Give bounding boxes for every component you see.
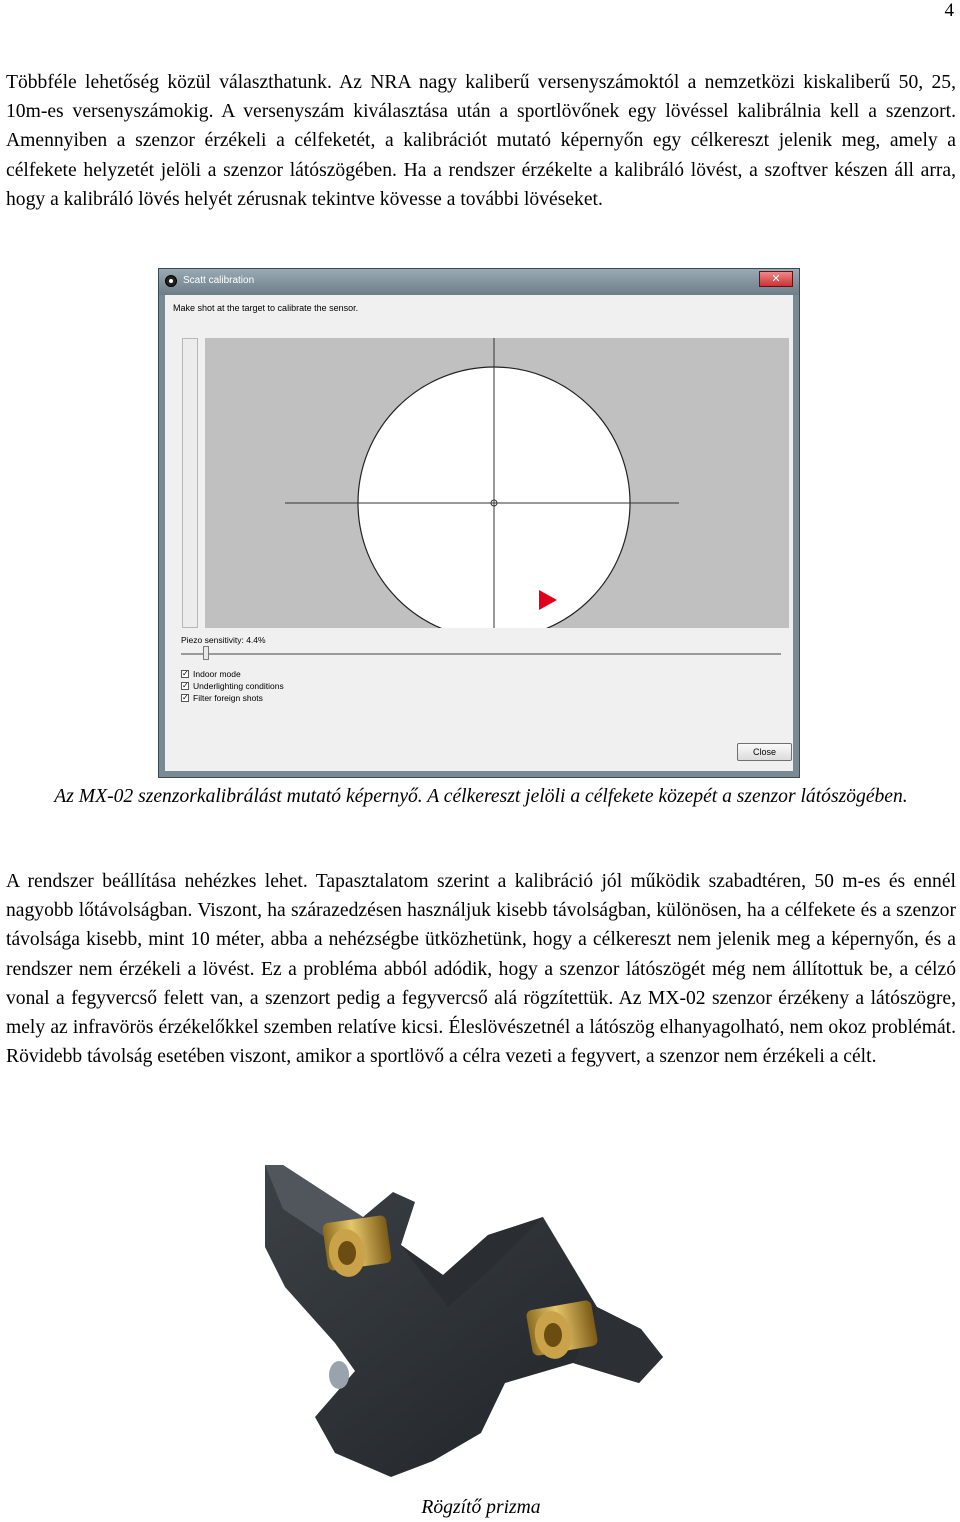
silver-screw (329, 1361, 349, 1389)
calibration-instruction: Make shot at the target to calibrate the sensor. (173, 303, 359, 313)
signal-level-bar (182, 338, 198, 628)
screenshot-caption: Az MX-02 szenzorkalibrálást mutató képernyő. A célkereszt jelöli a célfekete közepét a szenzor látószögében. (54, 786, 908, 807)
checkbox-filter-foreign-shots[interactable] (181, 693, 263, 703)
piezo-slider-thumb[interactable] (203, 646, 209, 660)
checkbox-check-icon[interactable]: ✓ (182, 693, 189, 702)
checkbox-check-icon[interactable]: ✓ (182, 681, 189, 690)
page-number: 4 (944, 0, 954, 21)
app-icon (165, 275, 177, 287)
close-button[interactable]: Close (737, 743, 792, 761)
calibration-dialog-screenshot (158, 268, 800, 778)
window-close-button[interactable]: ✕ (759, 271, 793, 287)
target-svg (205, 338, 789, 628)
photo-caption: Rögzítő prizma (421, 1497, 541, 1518)
checkbox-label: Filter foreign shots (193, 693, 263, 703)
dialog-titlebar (159, 269, 799, 295)
checkbox-underlighting[interactable] (181, 681, 284, 691)
paragraph-setup: A rendszer beállítása nehézkes lehet. Tapasztalatom szerint a kalibráció jól működik szabadtéren, 50 m-es és ennél nagyobb lőtávolságban. Viszont, ha szárazedzésen használjuk kisebb távolságban, különösen, ha a célfekete és a szenzor távolsága kisebb, mint 10 méter, abba a nehézségbe ütközhetünk, hogy a célkereszt nem jelenik meg a képernyőn, és a rendszer nem érzékeli a lövést. Ez a probléma abból adódik, hogy a szenzor látószögét még nem állítottuk be, a célzó vonal a fegyvercső felett van, a szenzort pedig a fegyvercső alá rögzítettük. Az MX-02 szenzor érzékeny a látószögre, mely az infravörös érzékelőkkel szemben relatíve kicsi. Éleslövészetnél a látószög elhanyagolható, nem okoz problémát. Rövidebb távolság esetében viszont, amikor a sportlövő a célra vezeti a fegyvert, a szenzor nem érzékeli a célt. (6, 871, 956, 1068)
paragraph-intro: Többféle lehetőség közül választhatunk. Az NRA nagy kaliberű versenyszámoktól a nemzetközi kiskaliberű 50, 25, 10m-es versenyszámokig. A versenyszám kiválasztása után a sportlövőnek egy lövéssel kalibrálnia kell a szenzort. Amennyiben a szenzor érzékeli a célfeketét, a kalibrációt mutató képernyőn egy célkereszt jelenik meg, amely a célfekete helyzetét jelöli a szenzor látószögében. Ha a rendszer érzékelte a kalibráló lövést, a szoftver készen áll arra, hogy a kalibráló lövés helyét zérusnak tekintve kövesse a további lövéseket. (6, 72, 956, 210)
checkbox-check-icon[interactable]: ✓ (182, 669, 189, 678)
dialog-title: Scatt calibration (183, 275, 255, 286)
prism-photo (243, 1157, 717, 1487)
target-view (205, 338, 789, 628)
piezo-slider-track[interactable] (181, 653, 781, 655)
checkbox-indoor-mode[interactable] (181, 669, 241, 679)
piezo-sensitivity-label: Piezo sensitivity: 4.4% (181, 635, 266, 645)
dialog-body (165, 295, 793, 771)
checkbox-label: Underlighting conditions (193, 681, 284, 691)
checkbox-label: Indoor mode (193, 669, 241, 679)
